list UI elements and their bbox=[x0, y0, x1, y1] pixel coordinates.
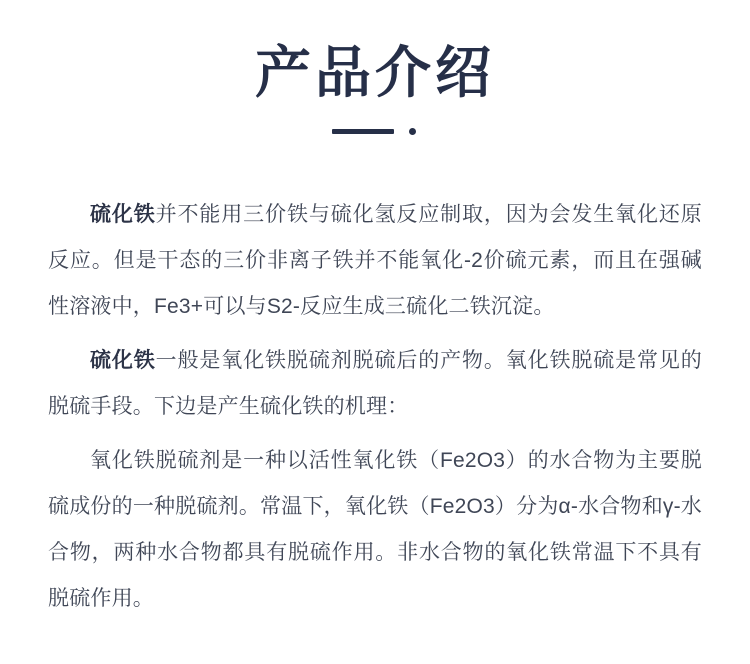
divider-bar bbox=[332, 129, 394, 134]
paragraph-3 bbox=[48, 438, 702, 622]
paragraph-2-text: 一般是氧化铁脱硫剂脱硫后的产物。氧化铁脱硫是常见的脱硫手段。下边是产生硫化铁的机理： bbox=[48, 349, 703, 419]
page-title: 产品介绍 bbox=[255, 43, 495, 105]
paragraph-1-text: 并不能用三价铁与硫化氢反应制取，因为会发生氧化还原反应。但是干态的三价非离子铁并不能氧化-2价硫元素，而且在强碱性溶液中，Fe3+可以与S2-反应生成三硫化二铁沉淀。 bbox=[48, 203, 703, 319]
paragraph-1-lead: 硫化铁 bbox=[90, 203, 156, 227]
title-block bbox=[0, 0, 750, 136]
paragraph-2 bbox=[48, 338, 702, 430]
paragraph-3-text: 氧化铁脱硫剂是一种以活性氧化铁（Fe2O3）的水合物为主要脱硫成份的一种脱硫剂。常温下，氧化铁（Fe2O3）分为α-水合物和γ-水合物，两种水合物都具有脱硫作用。非水合物的氧化铁常温下不具有脱硫作用。 bbox=[48, 449, 702, 611]
paragraph-2-lead: 硫化铁 bbox=[90, 349, 156, 373]
title-divider-ornament-icon bbox=[332, 128, 418, 136]
paragraph-1 bbox=[48, 192, 702, 330]
divider-dot bbox=[409, 128, 416, 135]
body-content bbox=[0, 136, 750, 622]
